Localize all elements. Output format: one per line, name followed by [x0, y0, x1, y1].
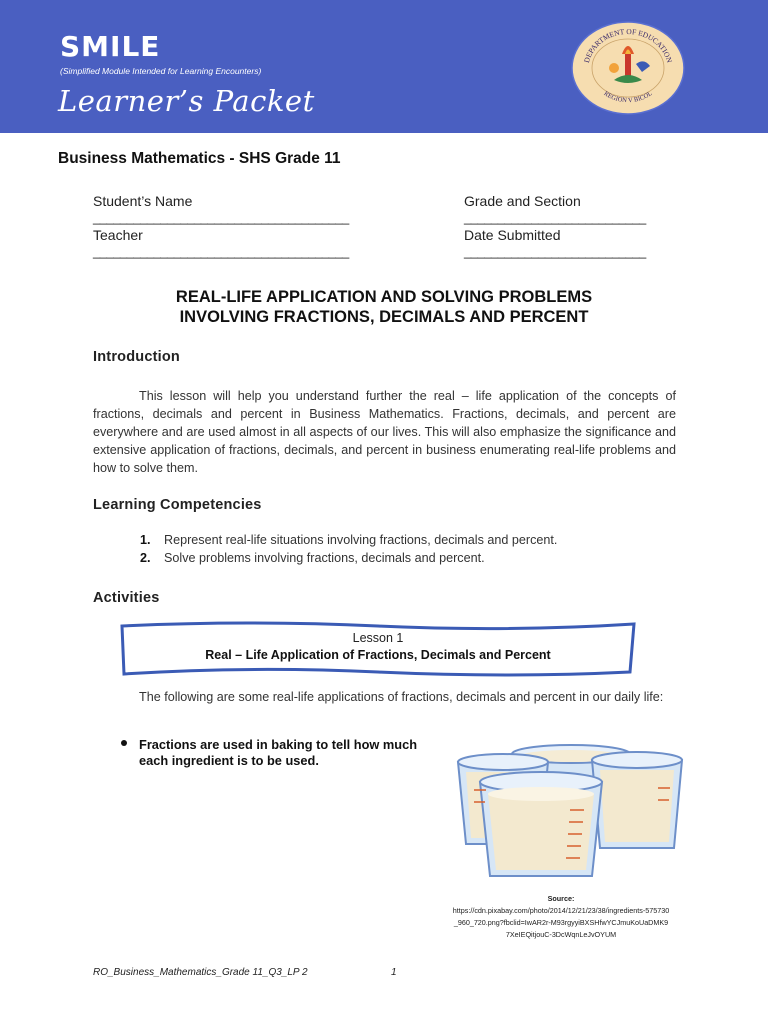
activities-heading: Activities: [93, 590, 160, 606]
subject-title: Business Mathematics - SHS Grade 11: [58, 150, 341, 167]
lesson-label: Lesson 1: [352, 631, 404, 645]
introduction-heading: Introduction: [93, 349, 180, 365]
grade-section-label: Grade and Section: [464, 193, 581, 209]
brand-title: SMILE: [60, 30, 161, 63]
introduction-text: This lesson will help you understand further the real – life application of the concepts of fractions, decimals and percent in Business Mathematics. Fractions, decimals, and percent are everywhere and are used almost in all aspects of our lives. This will also emphasize the significance and extensive application of fractions, decimals, and percent in business enumerating real-life problems and how to solve them.: [93, 389, 676, 475]
brand-subtitle: (Simplified Module Intended for Learning Encounters): [60, 66, 262, 76]
measuring-cups-icon: [452, 732, 692, 880]
seal-text-bottom: REGION V BICOL: [602, 90, 654, 105]
student-name-line: ______________________________________: [93, 210, 349, 225]
source-label: Source:: [547, 894, 575, 903]
lesson-title-line-2: INVOLVING FRACTIONS, DECIMALS AND PERCENT: [179, 308, 589, 326]
competency-item: [140, 551, 485, 565]
date-submitted-line: ___________________________: [464, 244, 646, 259]
competency-number: 1.: [140, 533, 151, 547]
grade-section-line: ___________________________: [464, 210, 646, 225]
bullet-icon: [121, 740, 127, 746]
department-of-education-seal-icon: [570, 20, 686, 116]
seal-text-top: DEPARTMENT OF EDUCATION: [581, 26, 675, 64]
date-submitted-label: Date Submitted: [464, 227, 561, 243]
competency-number: 2.: [140, 551, 151, 565]
lesson-subtitle: Real – Life Application of Fractions, Decimals and Percent: [205, 648, 551, 662]
teacher-line: ______________________________________: [93, 244, 349, 259]
bullet-item: Fractions are used in baking to tell how much each ingredient is to be used.: [139, 737, 418, 768]
teacher-label: Teacher: [93, 227, 143, 243]
competency-text: Solve problems involving fractions, decimals and percent.: [164, 551, 485, 565]
competency-item: [140, 533, 557, 547]
footer-code: RO_Business_Mathematics_Grade 11_Q3_LP 2: [93, 967, 308, 978]
header-banner: [0, 0, 768, 133]
lesson-title-line-1: REAL-LIFE APPLICATION AND SOLVING PROBLEMS: [175, 288, 593, 306]
packet-title: Learner’s Packet: [58, 84, 315, 118]
competency-text: Represent real-life situations involving fractions, decimals and percent.: [164, 533, 558, 547]
page-number: 1: [391, 967, 397, 978]
student-name-label: Student’s Name: [93, 193, 193, 209]
source-url[interactable]: https://cdn.pixabay.com/photo/2014/12/21/23/38/ingredients-575730_960_720.png?fbclid=IwAR2r-M93rgyyiBXSHfwYCJmuKoUaDMK97XeIEQitjouC-3DcWqnLeJvOYUM: [452, 906, 670, 939]
activities-intro: The following are some real-life applications of fractions, decimals and percent in our daily life:: [139, 690, 664, 704]
image-source: [452, 893, 670, 941]
competencies-heading: Learning Competencies: [93, 497, 262, 513]
